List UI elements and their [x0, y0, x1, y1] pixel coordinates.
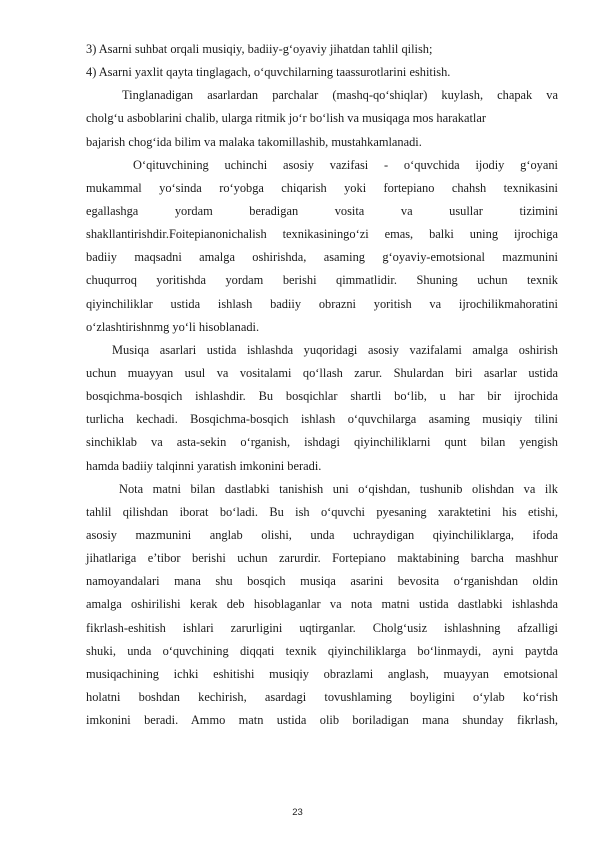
- document-body: [86, 38, 558, 732]
- paragraph-line: O‘qituvchining uchinchi asosiy vazifasi - o‘quvchida ijodiy g‘oyani: [133, 157, 558, 172]
- paragraph-line: Tinglanadigan asarlardan parchalar (mashq-qo‘shiqlar) kuylash, chapak va: [122, 88, 558, 103]
- paragraph-line: bosqichma-bosqich ishlashdir. Bu bosqichlar shartli bo‘lib, u har bir ijrochida: [86, 389, 558, 404]
- paragraph-line: badiiy maqsadni amalga oshirishda, asaming g‘oyaviy-emotsional mazmunini: [86, 250, 558, 265]
- paragraph-line: chuqurroq yoritishda yordam berishi qimmatlidir. Shuning uchun texnik: [86, 273, 558, 288]
- paragraph-line: musiqachining ichki eshitishi musiqiy obrazlami anglash, muayyan emotsional: [86, 666, 558, 681]
- paragraph-line: turlicha kechadi. Bosqichma-bosqich ishlash o‘quvchilarga asaming musiqiy tilini: [86, 412, 558, 427]
- paragraph-line: qiyinchiliklar ustida ishlash badiiy obrazni yoritish va ijrochilikmahoratini: [86, 296, 558, 311]
- list-item: 4) Asarni yaxlit qayta tinglagach, o‘quvchilarning taassurotlarini eshitish.: [86, 65, 451, 80]
- paragraph-line: holatni boshdan kechirish, asardagi tovushlaming boyligini o‘ylab ko‘rish: [86, 689, 558, 704]
- paragraph-line: Musiqa asarlari ustida ishlashda yuqoridagi asosiy vazifalami amalga oshirish: [112, 342, 558, 357]
- list-item: 3) Asarni suhbat orqali musiqiy, badiiy-g‘oyaviy jihatdan tahlil qilish;: [86, 42, 433, 56]
- paragraph-line: shakllantirishdir.Foitepianonichalish texnikasiningo‘zi emas, balki uning ijrochiga: [86, 227, 558, 242]
- paragraph-line: tahlil qilishdan iborat bo‘ladi. Bu ish o‘quvchi pyesaning xaraktetini his etishi,: [86, 504, 558, 519]
- paragraph-line: hamda badiiy talqinni yaratish imkonini beradi.: [86, 458, 322, 473]
- paragraph-line: namoyandalari mana shu bosqich musiqa asarini bevosita o‘rganishdan oldin: [86, 574, 558, 589]
- paragraph-line: bajarish chog‘ida bilim va malaka takomillashib, mustahkamlanadi.: [86, 134, 422, 149]
- paragraph-line: fikrlash-eshitish ishlari zarurligini uqtirganlar. Cholg‘usiz ishlashning afzalligi: [86, 620, 558, 635]
- paragraph-line: Nota matni bilan dastlabki tanishish uni o‘qishdan, tushunib olishdan va ilk: [119, 481, 558, 496]
- paragraph-line: asosiy mazmunini anglab olishi, unda uchraydigan qiyinchiliklarga, ifoda: [86, 527, 558, 542]
- paragraph-line: cholg‘u asboblarini chalib, ularga ritmik jo‘r bo‘lish va musiqaga mos harakatlar: [86, 111, 486, 126]
- paragraph-line: o‘zlashtirishnmg yo‘li hisoblanadi.: [86, 319, 260, 334]
- paragraph-line: egallashga yordam beradigan vosita va usullar tizimini: [86, 203, 558, 218]
- paragraph-line: sinchiklab va asta-sekin o‘rganish, ishdagi qiyinchiliklarni qunt bilan yengish: [86, 435, 558, 450]
- page-number: 23: [292, 807, 303, 818]
- paragraph-line: uchun muayyan usul va vositalami qo‘llash zarur. Shulardan biri asarlar ustida: [86, 365, 558, 380]
- paragraph-line: amalga oshirilishi kerak deb hisoblaganlar va nota matni ustida dastlabki ishlashda: [86, 597, 558, 612]
- paragraph-line: imkonini beradi. Ammo matn ustida olib boriladigan mana shunday fikrlash,: [86, 713, 558, 728]
- paragraph-line: shuki, unda o‘quvchining diqqati texnik qiyinchiliklarga bo‘linmaydi, ayni paytda: [86, 643, 558, 658]
- paragraph-line: mukammal yo‘sinda ro‘yobga chiqarish yoki fortepiano chahsh texnikasini: [86, 180, 558, 195]
- paragraph-line: jihatlariga e’tibor berishi uchun zarurdir. Fortepiano maktabining barcha mashhur: [86, 551, 558, 566]
